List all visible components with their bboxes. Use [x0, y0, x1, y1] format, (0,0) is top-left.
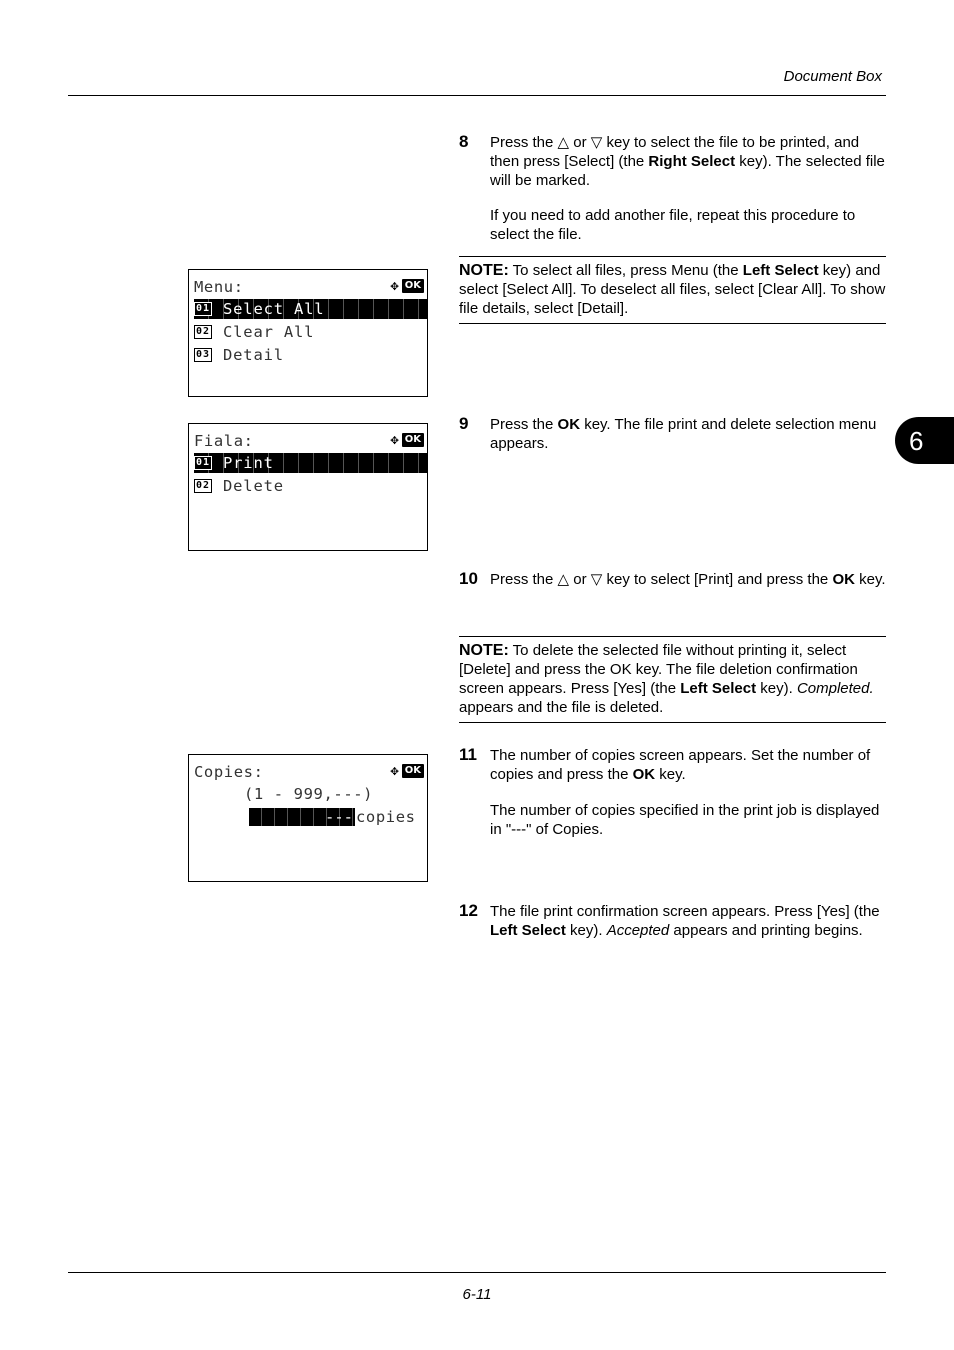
four-way-arrow-icon: ✥ [390, 432, 399, 448]
menu-item-print: 01 Print [194, 453, 427, 473]
copies-unit: copies [356, 808, 416, 826]
up-arrow-icon: △ [557, 134, 570, 151]
lcd-file-screen [188, 423, 428, 551]
chapter-tab [895, 417, 954, 464]
step-10-number: 10 [459, 569, 478, 588]
ok-key-icon: OK [402, 279, 424, 293]
step-11-number: 11 [459, 745, 477, 764]
step-8-number: 8 [459, 132, 469, 151]
lcd-title: Copies: [194, 763, 264, 781]
lcd-nav-indicator [390, 764, 424, 778]
step-9-number: 9 [459, 414, 469, 433]
lcd-title: Fiala: [194, 432, 254, 450]
item-number-badge: 02 [196, 326, 211, 337]
note-label: NOTE: [459, 262, 509, 279]
up-arrow-icon: △ [557, 571, 570, 588]
step-12-number: 12 [459, 901, 478, 920]
item-number-badge: 02 [196, 480, 211, 491]
item-number-badge: 01 [196, 303, 211, 314]
copies-range: (1 - 999,---) [244, 785, 374, 803]
header-rule [68, 95, 886, 96]
down-arrow-icon: ▽ [590, 571, 603, 588]
step-11-text: The number of copies screen appears. Set the number of copies and press the OK key. [490, 747, 871, 783]
ok-key-icon: OK [402, 764, 424, 778]
step-12-text: The file print confirmation screen appears. Press [Yes] (the Left Select key). Accepted appears and printing begins. [490, 903, 880, 939]
lcd-nav-indicator [390, 279, 424, 293]
copies-value-field: --- [249, 808, 355, 826]
four-way-arrow-icon: ✥ [390, 763, 399, 779]
lcd-menu-screen [188, 269, 428, 397]
step-9-text: Press the OK key. The file print and delete selection menu appears. [490, 416, 877, 452]
lcd-copies-screen [188, 754, 428, 882]
item-number-badge: 03 [196, 349, 211, 360]
lcd-nav-indicator [390, 433, 424, 447]
chapter-number: 6 [909, 426, 924, 456]
footer-rule [68, 1272, 886, 1273]
menu-item-clear-all: 02 Clear All [196, 323, 315, 341]
four-way-arrow-icon: ✥ [390, 278, 399, 294]
running-header: Document Box [783, 68, 882, 85]
menu-item-detail: 03 Detail [196, 346, 284, 364]
item-number-badge: 01 [196, 457, 211, 468]
step-11-extra-text: The number of copies specified in the print job is displayed in "---" of Copies. [490, 802, 880, 838]
copies-entry [249, 808, 416, 826]
note-delete-file: NOTE: To delete the selected file without printing it, select [Delete] and press the OK key. The file deletion confirmation screen appears. Press [Yes] (the Left Select key). Completed. appears and the file is deleted. [459, 636, 886, 723]
page-number: 6-11 [462, 1286, 492, 1303]
lcd-title: Menu: [194, 278, 244, 296]
note-label: NOTE: [459, 642, 509, 659]
menu-item-delete: 02 Delete [196, 477, 284, 495]
step-8-text: Press the △ or ▽ key to select the file to be printed, and then press [Select] (the Right Select key). The selected file will be marked. [490, 134, 885, 189]
menu-item-select-all: 01 Select All [194, 299, 427, 319]
step-10-text: Press the △ or ▽ key to select [Print] and press the OK key. [490, 571, 886, 588]
note-select-all: NOTE: To select all files, press Menu (the Left Select key) and select [Select All]. To deselect all files, select [Clear All]. To show file details, select [Detail]. [459, 256, 886, 324]
ok-key-icon: OK [402, 433, 424, 447]
down-arrow-icon: ▽ [590, 134, 603, 151]
step-8-extra-text: If you need to add another file, repeat this procedure to select the file. [490, 207, 856, 243]
